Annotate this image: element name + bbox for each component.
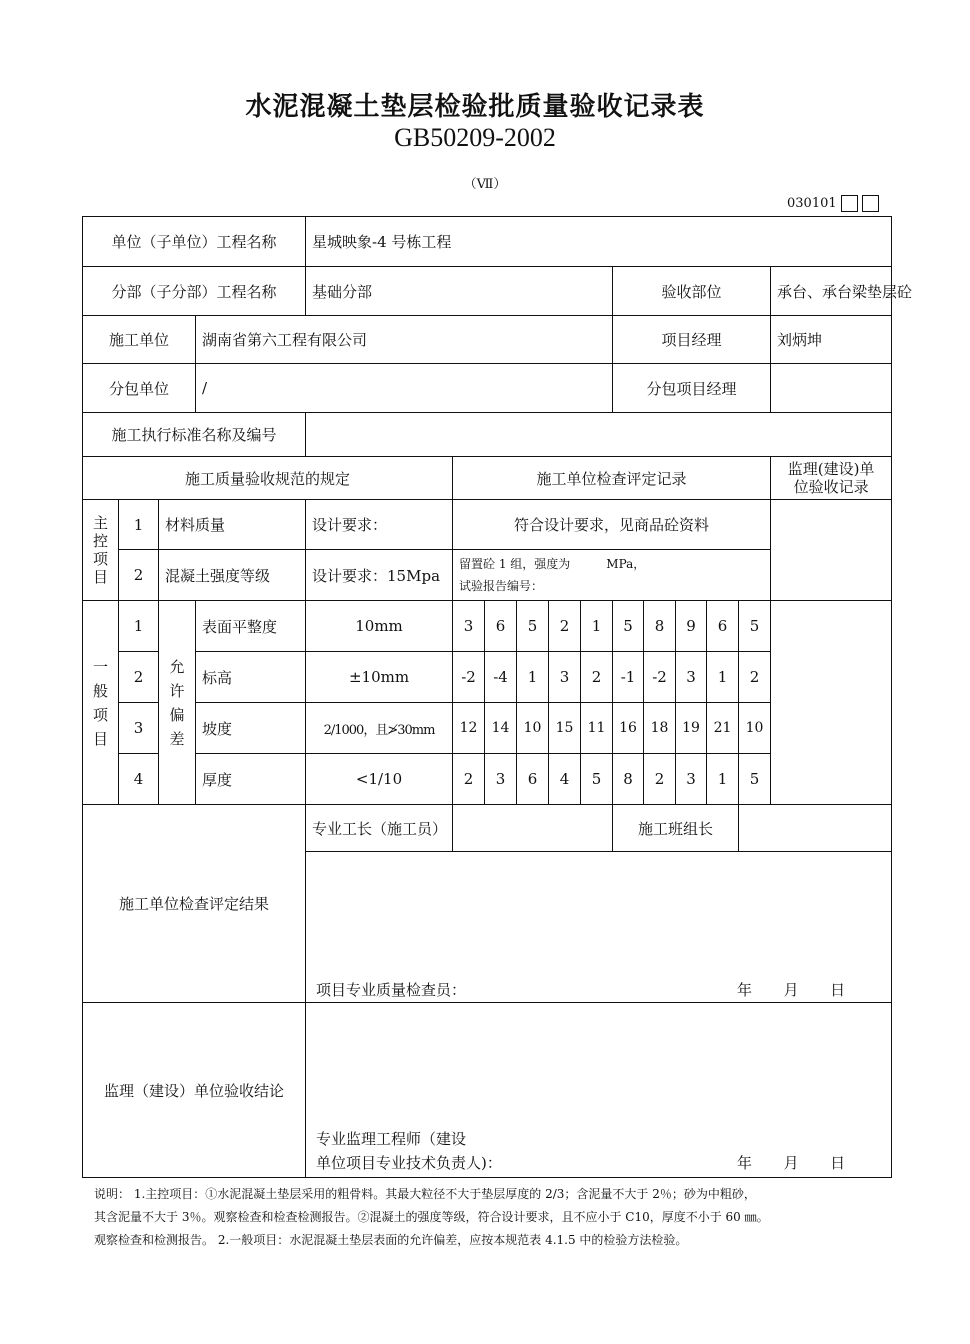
main-items-group xyxy=(83,500,119,601)
measure-cell[interactable]: 15 xyxy=(549,703,581,754)
accept-part-label: 验收部位 xyxy=(613,267,771,316)
general-items-group-text: 一般项目 xyxy=(92,657,108,748)
supervision-result-label: 监理（建设）单位验收结论 xyxy=(83,1003,306,1178)
engineer-label-line2: 单位项目专业技术负责人)： xyxy=(316,1154,502,1172)
measure-cell[interactable]: 8 xyxy=(644,601,676,652)
measure-cell[interactable]: 8 xyxy=(613,754,644,805)
strength-text: 留置砼 1 组，强度为 xyxy=(459,557,571,571)
table-number: （Ⅶ） xyxy=(463,177,507,192)
team-leader-label: 施工班组长 xyxy=(613,805,739,852)
main-item-1-record[interactable]: 符合设计要求，见商品砼资料 xyxy=(453,500,771,550)
general-item-1-tol: 10mm xyxy=(306,601,453,652)
measure-cell[interactable]: -4 xyxy=(485,652,517,703)
measure-cell[interactable]: -2 xyxy=(453,652,485,703)
main-item-2-record[interactable] xyxy=(453,550,771,601)
measure-cell[interactable]: 10 xyxy=(517,703,549,754)
supervision-header-line2: 位验收记录 xyxy=(793,478,869,496)
measure-cell[interactable]: 1 xyxy=(517,652,549,703)
unit-name-label: 单位（子单位）工程名称 xyxy=(83,217,306,267)
measure-cell[interactable]: 18 xyxy=(644,703,676,754)
measure-cell[interactable]: 19 xyxy=(676,703,707,754)
measure-cell[interactable]: 5 xyxy=(739,754,771,805)
general-items-group xyxy=(83,601,119,805)
team-leader-value[interactable] xyxy=(739,805,892,852)
subcontractor-label: 分包单位 xyxy=(83,364,196,413)
supervision-header-line1: 监理(建设)单 xyxy=(787,460,875,478)
main-item-1-name: 材料质量 xyxy=(159,500,306,550)
measure-cell[interactable]: 16 xyxy=(613,703,644,754)
division-value[interactable]: 基础分部 xyxy=(306,267,613,316)
result-date: 年 月 日 xyxy=(736,981,846,999)
general-item-4-name: 厚度 xyxy=(196,754,306,805)
record-code-text: 030101 xyxy=(787,196,837,211)
foreman-label: 专业工长（施工员） xyxy=(306,805,453,852)
notes xyxy=(94,1183,894,1252)
note-line-3: 观察检查和检测报告。 2.一般项目：水泥混凝土垫层表面的允许偏差，应按本规范表 4.1.5 中的检验方法检验。 xyxy=(94,1233,688,1247)
main-items-supervision[interactable] xyxy=(771,500,892,601)
general-items-supervision[interactable] xyxy=(771,601,892,805)
measure-cell[interactable]: 5 xyxy=(613,601,644,652)
standard-label: 施工执行标准名称及编号 xyxy=(83,413,306,457)
measure-cell[interactable]: 2 xyxy=(581,652,613,703)
measure-cell[interactable]: 3 xyxy=(453,601,485,652)
general-item-1-name: 表面平整度 xyxy=(196,601,306,652)
measure-cell[interactable]: -2 xyxy=(644,652,676,703)
contractor-value[interactable]: 湖南省第六工程有限公司 xyxy=(196,316,613,364)
main-item-2-name: 混凝土强度等级 xyxy=(159,550,306,601)
measure-cell[interactable]: 9 xyxy=(676,601,707,652)
code-box-2[interactable] xyxy=(862,195,879,212)
foreman-value[interactable] xyxy=(453,805,613,852)
main-item-2-req: 设计要求：15Mpa xyxy=(306,550,453,601)
page-title: 水泥混凝土垫层检验批质量验收记录表 xyxy=(245,92,705,122)
measure-cell[interactable]: 5 xyxy=(517,601,549,652)
main-item-1-req: 设计要求： xyxy=(306,500,453,550)
measure-cell[interactable]: 11 xyxy=(581,703,613,754)
measure-cell[interactable]: 2 xyxy=(453,754,485,805)
measure-cell[interactable]: 3 xyxy=(549,652,581,703)
measure-cell[interactable]: 21 xyxy=(707,703,739,754)
general-item-2-tol: ±10mm xyxy=(306,652,453,703)
measure-cell[interactable]: 2 xyxy=(644,754,676,805)
main-item-1-no: 1 xyxy=(119,500,159,550)
general-item-1-no: 1 xyxy=(119,601,159,652)
tolerance-group xyxy=(159,601,196,805)
accept-part-value[interactable]: 承台、承台梁垫层砼 xyxy=(771,267,892,316)
general-item-3-tol: 2/1000，且≯30mm xyxy=(306,703,453,754)
record-header: 施工单位检查评定记录 xyxy=(453,457,771,500)
measure-cell[interactable]: 3 xyxy=(676,652,707,703)
general-item-3-name: 坡度 xyxy=(196,703,306,754)
inspector-label: 项目专业质量检查员： xyxy=(316,981,467,999)
record-code xyxy=(787,195,879,212)
general-item-3-no: 3 xyxy=(119,703,159,754)
general-item-4-tol: <1/10 xyxy=(306,754,453,805)
standard-code: GB50209-2002 xyxy=(394,123,556,152)
general-item-2-name: 标高 xyxy=(196,652,306,703)
supervision-date: 年 月 日 xyxy=(736,1154,846,1172)
tolerance-group-text: 允许偏差 xyxy=(169,657,185,748)
supervision-header xyxy=(771,457,892,500)
contractor-result-label: 施工单位检查评定结果 xyxy=(83,805,306,1003)
general-item-4-no: 4 xyxy=(119,754,159,805)
spec-header: 施工质量验收规范的规定 xyxy=(83,457,453,500)
note-line-2: 其含泥量不大于 3％。观察检查和检查检测报告。②混凝土的强度等级，符合设计要求，且不应小于 C10，厚度不小于 60 ㎜。 xyxy=(94,1210,769,1224)
measure-cell[interactable]: 4 xyxy=(549,754,581,805)
contractor-label: 施工单位 xyxy=(83,316,196,364)
standard-value[interactable] xyxy=(306,413,892,457)
measure-cell[interactable]: 5 xyxy=(581,754,613,805)
sub-manager-label: 分包项目经理 xyxy=(613,364,771,413)
measure-cell[interactable]: 6 xyxy=(707,601,739,652)
measure-cell[interactable]: 6 xyxy=(517,754,549,805)
note-line-1: 说明： 1.主控项目：①水泥混凝土垫层采用的粗骨料。其最大粒径不大于垫层厚度的 2/3；含泥量不大于 2％；砂为中粗砂， xyxy=(94,1187,756,1201)
subcontractor-value[interactable]: / xyxy=(196,364,613,413)
test-report-label: 试验报告编号： xyxy=(459,579,544,593)
engineer-label-line1: 专业监理工程师（建设 xyxy=(316,1130,467,1148)
measure-cell[interactable]: 1 xyxy=(707,652,739,703)
code-box-1[interactable] xyxy=(841,195,858,212)
sub-manager-value[interactable] xyxy=(771,364,892,413)
measure-cell[interactable]: 14 xyxy=(485,703,517,754)
measure-cell[interactable]: 10 xyxy=(739,703,771,754)
measure-cell[interactable]: 2 xyxy=(549,601,581,652)
measure-cell[interactable]: 5 xyxy=(739,601,771,652)
inspection-table xyxy=(82,216,913,1178)
measure-cell[interactable]: 12 xyxy=(453,703,485,754)
contractor-result-area[interactable] xyxy=(306,852,892,1003)
manager-label: 项目经理 xyxy=(613,316,771,364)
measure-cell[interactable]: 1 xyxy=(707,754,739,805)
engineer-line xyxy=(316,1151,845,1175)
measure-cell[interactable]: 2 xyxy=(739,652,771,703)
unit-name-value[interactable]: 星城映象-4 号栋工程 xyxy=(306,217,892,267)
division-label: 分部（子分部）工程名称 xyxy=(83,267,306,316)
supervision-result-area[interactable] xyxy=(306,1003,892,1178)
main-item-2-no: 2 xyxy=(119,550,159,601)
measure-cell[interactable]: 3 xyxy=(676,754,707,805)
measure-cell[interactable]: 1 xyxy=(581,601,613,652)
measure-cell[interactable]: -1 xyxy=(613,652,644,703)
general-item-2-no: 2 xyxy=(119,652,159,703)
manager-value[interactable]: 刘炳坤 xyxy=(771,316,892,364)
inspector-line xyxy=(316,979,845,1000)
main-items-group-text: 主控项目 xyxy=(92,514,108,586)
strength-unit: MPa， xyxy=(606,557,646,571)
measure-cell[interactable]: 3 xyxy=(485,754,517,805)
measure-cell[interactable]: 6 xyxy=(485,601,517,652)
